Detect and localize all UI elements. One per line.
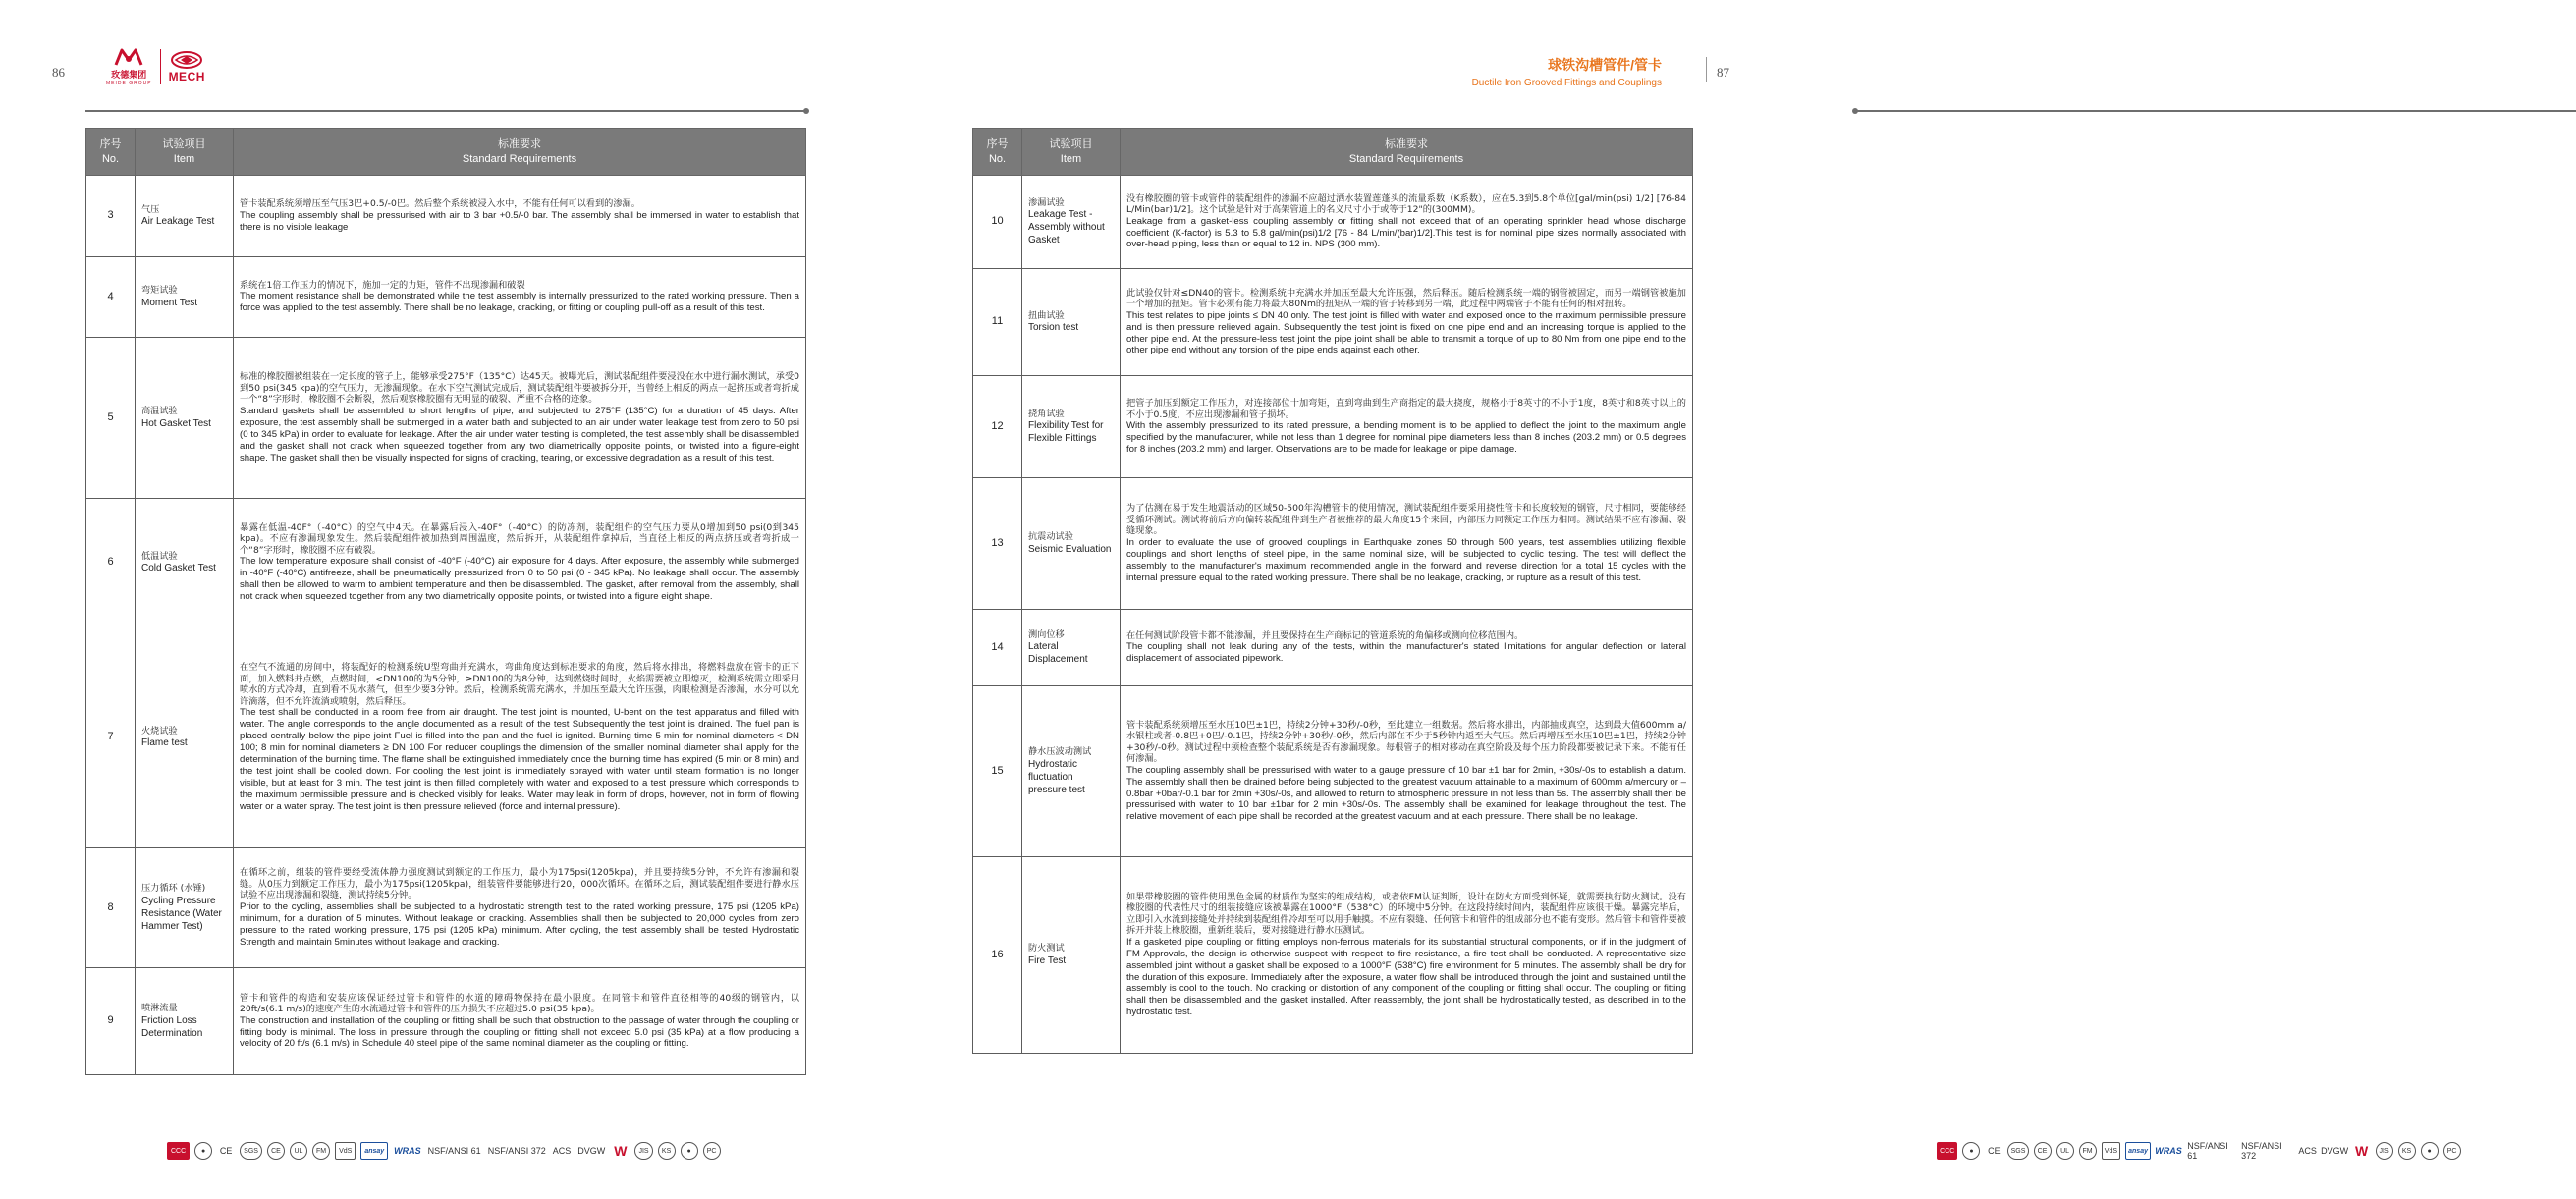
table-row: [973, 176, 1693, 269]
table-row: [86, 338, 806, 499]
row-number: 9: [86, 968, 136, 1075]
cert-fm-logo: FM: [312, 1142, 330, 1160]
row-number: 3: [86, 176, 136, 257]
row-number: 13: [973, 478, 1022, 610]
mech-logo-icon: [170, 50, 203, 70]
page-number: 87: [1717, 65, 1729, 80]
cert-seal2-logo: ●: [681, 1142, 698, 1160]
table-row: [973, 857, 1693, 1054]
col-header-no: 序号 No.: [86, 129, 136, 176]
certification-logos: [167, 1142, 721, 1160]
table-row: [973, 478, 1693, 610]
row-requirement: 管卡装配系统须增压至水压10巴±1巴，持续2分钟+30秒/-0秒，至此建立一组数据。然后将水排出，内部抽成真空，达到最大值600mm a/水银柱或者-0.8巴+0巴/-0.1巴，持续2分钟+30秒/-0秒，然后内部在不少于5秒钟内返至大气压。然后再增压至水压10巴±1巴，持续2分钟+30秒/-0秒。测试过程中须检查整个装配系统是否有渗漏现象。每根管子的相对移动在真空阶段及每个压力阶段都要被记录下来。不能有任何渗漏。 The coupling assembly shall be pressurised with water to a gauge pressure of 10 bar ±1 bar for 2min, +30s/-0s to establish a datum. The assembly shall then be drained before being subjected to the greatest vacuum attainable to a maximum of 600mm a/mercury or –0.8bar +0bar/-0.1 bar for 2min +30s/-0s, and allowed to return to atmospheric pressure in not less than 5s. The assembly shall then be pressurised with water to 10 bar ±1bar for 2 min +30s/-0s. The assembly shall be examined for leakage throughout the test. The relative movement of each pipe shall be recorded at the greatest vacuum and at each pressure. There shall be no leakage.: [1121, 686, 1693, 857]
cert-jis-logo: JIS: [2376, 1142, 2393, 1160]
row-number: 14: [973, 610, 1022, 686]
row-number: 10: [973, 176, 1022, 269]
cert-ansay-logo: ansay: [2125, 1142, 2151, 1160]
cert-ul-logo: UL: [290, 1142, 307, 1160]
cert-wras-logo: WRAS: [2155, 1146, 2182, 1156]
row-item: 弯矩试验 Moment Test: [136, 257, 234, 338]
row-item: 渗漏试验 Leakage Test - Assembly without Gasket: [1022, 176, 1121, 269]
row-item: 静水压波动测试 Hydrostatic fluctuation pressure test: [1022, 686, 1121, 857]
cert-ce2-logo: CE: [267, 1142, 285, 1160]
cert-nsf372-text: NSF/ANSI 372: [2241, 1141, 2282, 1161]
meide-logo: [106, 47, 152, 86]
cert-wras-logo: WRAS: [394, 1146, 421, 1156]
cert-sgs-logo: SGS: [2007, 1142, 2028, 1160]
row-item: 压力循环 (水锤) Cycling Pressure Resistance (Water Hammer Test): [136, 848, 234, 968]
cert-watermark-logo: W: [614, 1143, 628, 1159]
right-page: [884, 0, 2457, 1199]
cert-vds-logo: VdS: [2102, 1142, 2121, 1160]
cert-ccc-logo: CCC: [1937, 1142, 1957, 1160]
row-number: 5: [86, 338, 136, 499]
table-header-row: [973, 129, 1693, 176]
col-header-item: 试验项目 Item: [1022, 129, 1121, 176]
row-item: 挠角试验 Flexibility Test for Flexible Fittings: [1022, 376, 1121, 478]
row-number: 7: [86, 627, 136, 848]
logo-divider: [160, 49, 161, 84]
row-item: 抗震动试验 Seismic Evaluation: [1022, 478, 1121, 610]
cert-jis-logo: JIS: [634, 1142, 652, 1160]
cert-ansay-logo: ansay: [360, 1142, 388, 1160]
row-requirement: 在任何测试阶段管卡都不能渗漏，并且要保持在生产商标记的管道系统的角偏移或测向位移范围内。 The coupling shall not leak during any of the tests, within the manufacturer's stated limitations for angular deflection or lateral displacement of associated pipework.: [1121, 610, 1693, 686]
logo-en-text: MEIDE GROUP: [106, 81, 152, 86]
row-item: 防火测试 Fire Test: [1022, 857, 1121, 1054]
col-header-no: 序号 No.: [973, 129, 1022, 176]
row-requirement: 管卡和管件的构造和安装应该保证经过管卡和管件的水道的障碍物保持在最小限度。在同管卡和管件直径相等的40级的钢管内，以20ft/s(6.1 m/s)的速度产生的水流通过管卡和管件的压力损失不应超过5.0 psi(35 kpa)。 The construction and installation of the coupling or fitting shall be such that obstruction to the passage of water through the coupling or fitting body is minimal. The loss in pressure through the coupling or fitting shall not exceed 5.0 psi (35 kPa) at a flow producing a velocity of 20 ft/s (6.1 m/s) in Schedule 40 steel pipe of the same nominal diameter as the coupling or fitting.: [234, 968, 806, 1075]
row-requirement: 管卡装配系统须增压至气压3巴+0.5/-0巴。然后整个系统被浸入水中，不能有任何可以看到的渗漏。 The coupling assembly shall be pressurised with air to 3 bar +0.5/-0 bar. The assembly shall be immersed in water to establish that there is no visible leakage: [234, 176, 806, 257]
cert-nsf372-text: NSF/ANSI 372: [487, 1146, 546, 1156]
row-requirement: 此试验仅针对≤DN40的管卡。检测系统中充满水并加压至最大允许压强，然后释压。随后检测系统一端的钢管被固定，而另一端钢管被施加一个增加的扭矩。管卡必须有能力将最大80Nm的扭矩从一端的管子转移到另一端，此过程中两端管子不能有任何的相对扭转。 This test relates to pipe joints ≤ DN 40 only. The test joint is filled with water and exposed once to the maximum permissible pressure and is then pressure relieved again. Subsequently the test joint is fixed on one pipe end and an increasing torque is applied to the other pipe end. At the pressure-less test joint the pipe joint shall be able to transmit a torque of up to 80 Nm from one pipe end to the other pipe end without any torsion of the pipe ends against each other.: [1121, 269, 1693, 376]
page-number: 86: [52, 65, 65, 80]
cert-ks-logo: KS: [658, 1142, 676, 1160]
section-title-en: Ductile Iron Grooved Fittings and Couplings: [1471, 78, 1662, 88]
logo-cn-text: 玫德集团: [111, 70, 147, 80]
cert-seal-logo: ●: [1962, 1142, 1980, 1160]
row-number: 4: [86, 257, 136, 338]
row-number: 6: [86, 499, 136, 627]
section-header: [1472, 55, 1662, 88]
row-item: 喷淋流量 Friction Loss Determination: [136, 968, 234, 1075]
cert-vds-logo: VdS: [335, 1142, 356, 1160]
table-header-row: [86, 129, 806, 176]
row-item: 高温试验 Hot Gasket Test: [136, 338, 234, 499]
row-item: 火烧试验 Flame test: [136, 627, 234, 848]
cert-seal2-logo: ●: [2421, 1142, 2439, 1160]
row-requirement: 把管子加压到额定工作压力，对连接部位十加弯矩，直到弯曲到生产商指定的最大挠度，规格小于8英寸的不小于1度，8英寸和8英寸以上的不小于0.5度，不应出现渗漏和管子损坏。 With the assembly pressurized to its rated pressure, a bending moment is to be applied to deflect the joint to the maximum angle specified by the manufacturer, while not less than 1 degree for nominal pipe diameters less than 8 inches (203.2 mm) or 0.5 degrees for 8 inches (203.2 mm) and larger. Observations are to be made for leakage or pipe damage.: [1121, 376, 1693, 478]
row-requirement: 系统在1倍工作压力的情况下，施加一定的力矩，管件不出现渗漏和破裂 The moment resistance shall be demonstrated while the test assembly is internally pressurized to the rated working pressure. Then a force was applied to the test assembly. There shall be no leakage, cracking, or fitting or coupling pull-off as a result of this test.: [234, 257, 806, 338]
header-rule: [85, 110, 805, 112]
table-row: [86, 848, 806, 968]
test-requirements-table: [972, 128, 1693, 1054]
table-row: [86, 257, 806, 338]
cert-ul-logo: UL: [2056, 1142, 2074, 1160]
table-row: [86, 968, 806, 1075]
cert-dvgw-logo: DVGW: [2321, 1146, 2349, 1156]
cert-pc-logo: PC: [2443, 1142, 2461, 1160]
table-row: [86, 176, 806, 257]
row-requirement: 在空气不流通的房间中，将装配好的检测系统U型弯曲并充满水，弯曲角度达到标准要求的角度，然后将水排出，将燃料盘放在管卡的正下面，加入燃料并点燃，点燃时间，<DN100的为5分钟，≥DN100的为8分钟，达到燃烧时间时，火焰需要被立即熄灭，检测系统需立即采用喷水的方式冷却，直到看不见水蒸气，但至少要3分钟。然后，检测系统需充满水，并加压至最大允许压强，肉眼检测是否渗漏，水分可以允许滴落，但不允许流淌或喷射，然后释压。 The test shall be conducted in a room free from air draught. The test joint is mounted, U-bent on the test apparatus and filled with water. The angle corresponds to the angle documented as a result of the test Subsequently the test joint is drained. The fuel pan is placed centrally below the pipe joint Fuel is filled into the pan and the fuel is ignited. Burning time 5 min for nominal diameters < DN 100; 8 min for nominal diameters ≥ DN 100 For reducer couplings the dimension of the smaller nominal diameter shall apply for the determination of the burning time. The flame shall be extinguished immediately once the burning time has expired (5 min or 8 min) and the test joint shall be cooled down. For cooling the test joint is immediately sprayed with water until steam formation is no longer visible, but at least for 3 min. The test joint is then filled completely with water and exposed to a test pressure which corresponds to the maximum permissible pressure and is checked visibly for leaks. Water may leak in form of drops, however, not in form of flowing water or a water spray. The test joint is then pressure relieved (force and internal pressure).: [234, 627, 806, 848]
row-item: 测向位移 Lateral Displacement: [1022, 610, 1121, 686]
certification-logos: [1937, 1142, 2461, 1160]
cert-dvgw-logo: DVGW: [577, 1146, 606, 1156]
row-requirement: 如果带橡胶圈的管件使用黑色金属的材质作为坚实的组成结构，或者依FM认证判断，设计在防火方面受到怀疑，就需要执行防火测试。没有橡胶圈的代表性尺寸的组装接缝应该被暴露在1000°F（538°C）的环境中5分钟。在这段持续时间内，装配组件应该很干燥。暴露完毕后，立即引入水流到接缝处并持续到装配组件冷却至可以用手触摸。不应有裂缝、任何管卡和管件的组成部分也不能有变形。然后管卡和管件要被拆开并装上橡胶圈，重新组装后，要对接缝进行静水压测试。 If a gasketed pipe coupling or fitting employs non-ferrous materials for its substantial structural components, or if in the judgment of FM Approvals, the design is otherwise suspect with respect to fire resistance, a fire test shall be conducted. A representative size assembled joint without a gasket shall be exposed to a 1000°F (538°C) fire environment for 5 minutes. The assembly shall be dry for the duration of this exposure. Immediately after the exposure, a water flow shall be introduced through the joint and sustained until the assembly is cool to the touch. No cracking or distortion of any component of the coupling or fitting shall occur. The coupling or fitting shall then be disassembled and the gasket installed. After reassembly, the joint shall be hydrostatically tested, as described in to the hydrostatic test.: [1121, 857, 1693, 1054]
row-requirement: 标准的橡胶圈被组装在一定长度的管子上，能够承受275°F（135°C）达45天。被曝光后，测试装配组件要浸没在水中进行漏水测试，承受0到50 psi(345 kpa)的空气压力，无渗漏现象。在水下空气测试完成后，测试装配组件要被拆分开，当曾经上相反的两点一起挤压或者弯折成一个“8”字形时，橡胶圈不会断裂，然后观察橡胶圈有无明显的破裂、严重不合格的迹象。 Standard gaskets shall be assembled to short lengths of pipe, and subjected to 275°F (135°C) for a duration of 45 days. After exposure, the test assembly shall be submerged in a water bath and subjected to an air under water leakage test from zero to 50 psi (0 to 345 kPa) in order to evaluate for leakage. After the air under water testing is completed, the test assembly shall be disassembled and the gasket shall not crack when squeezed together from any two diametrically opposite points, or twisted into a figure-eight shape. The gasket shall then be visually inspected for signs of cracking, tearing, or excessive degradation as a result of this test.: [234, 338, 806, 499]
section-title-cn: 球铁沟槽管件/管卡: [1548, 57, 1662, 73]
cert-fm-logo: FM: [2079, 1142, 2097, 1160]
row-number: 8: [86, 848, 136, 968]
header-rule: [1856, 110, 2576, 112]
col-header-requirements: 标准要求 Standard Requirements: [1121, 129, 1693, 176]
row-item: 低温试验 Cold Gasket Test: [136, 499, 234, 627]
row-number: 15: [973, 686, 1022, 857]
left-page: [0, 0, 884, 1199]
meide-logo-icon: [114, 47, 143, 67]
col-header-requirements: 标准要求 Standard Requirements: [234, 129, 806, 176]
table-row: [86, 499, 806, 627]
mech-logo: [169, 50, 205, 83]
cert-nsf61-text: NSF/ANSI 61: [427, 1146, 481, 1156]
row-requirement: 没有橡胶圈的管卡或管件的装配组件的渗漏不应超过洒水装置莲蓬头的流量系数（K系数），应在5.3到5.8个单位[gal/min(psi) 1/2] [76-84 L/Min(bar)1/2]。这个试验是针对于高架管道上的名义尺寸小于或等于12"的(300MM)。 Leakage from a gasket-less coupling assembly or fitting shall not exceed that of an operating sprinkler head whose discharge coefficient (K-factor) is 5.3 to 5.8 gal/min(psi)1/2 [76 - 84 L/min/(bar)1/2].This test is for nominal pipe sizes normally associated with over-head piping, less than or equal to 12 in. NPS (300 mm).: [1121, 176, 1693, 269]
cert-ccc-logo: CCC: [167, 1142, 190, 1160]
col-header-item: 试验项目 Item: [136, 129, 234, 176]
row-number: 16: [973, 857, 1022, 1054]
row-requirement: 为了估测在易于发生地震活动的区域50-500年沟槽管卡的使用情况，测试装配组件要采用挠性管卡和长度较短的钢管，尺寸相同，要能够经受循环测试。测试将前后方向偏转装配组件到生产者被推荐的最大角度15个来回，内部压力同额定工作压力相同。测试结果不应有渗漏、裂缝现象。 In order to evaluate the use of grooved couplings in Earthquake zones 50 through 500 years, test assemblies utilizing flexible couplings and short lengths of steel pipe, in the same nominal size, will be subjected to cyclic testing. The test will deflect the assembly to the manufacturer's maximum recommended angle in the forward and reverse direction for a total 15 cycles with the internal pressure equal to the rated working pressure. There shall be no leakage, cracking, or rupture as a result of this test.: [1121, 478, 1693, 610]
cert-pc-logo: PC: [703, 1142, 721, 1160]
row-number: 11: [973, 269, 1022, 376]
table-row: [973, 269, 1693, 376]
cert-ce2-logo: CE: [2034, 1142, 2052, 1160]
table-row: [86, 627, 806, 848]
cert-watermark-logo: W: [2354, 1143, 2369, 1159]
mech-brand-text: MECH: [168, 70, 205, 83]
table-row: [973, 610, 1693, 686]
table-row: [973, 686, 1693, 857]
cert-ce-logo: CE: [1988, 1146, 2001, 1156]
test-requirements-table: [85, 128, 806, 1075]
table-row: [973, 376, 1693, 478]
cert-nsf61-text: NSF/ANSI 61: [2187, 1141, 2228, 1161]
cert-sgs-logo: SGS: [240, 1142, 262, 1160]
cert-acs-text: ACS: [552, 1146, 572, 1156]
cert-ks-logo: KS: [2398, 1142, 2416, 1160]
row-requirement: 暴露在低温-40F°（-40°C）的空气中4天。在暴露后浸入-40F°（-40°C）的防冻剂，装配组件的空气压力要从0增加到50 psi(0到345 kpa)。不应有渗漏现象发生。然后装配组件被加热到周围温度，然后拆开，从装配组件拿掉后，当直径上相反的两点挤压或者弯折成一个“8”字形时，橡胶圈不应有破裂。 The low temperature exposure shall consist of -40°F (-40°C) air exposure for 4 days. After exposure, the assembly while submerged in -40°F (-40°C) antifreeze, shall be pneumatically pressurized from 0 to 50 psi (0 - 345 kPa). No leakage shall occur. The assembly shall then be allowed to warm to ambient temperature and then be disassembled. The gasket, after removal from the assembly, shall not crack when squeezed together from any two diametrically opposite points, or twisted into a figure eight shape.: [234, 499, 806, 627]
company-logo: [106, 47, 205, 86]
row-item: 扭曲试验 Torsion test: [1022, 269, 1121, 376]
row-item: 气压 Air Leakage Test: [136, 176, 234, 257]
row-requirement: 在循环之前，组装的管件要经受流体静力强度测试到额定的工作压力，最小为175psi(1205kpa)，并且要持续5分钟，不允许有渗漏和裂缝。从0压力到额定工作压力，最小为175psi(1205kpa)，组装管件要能够进行20，000次循环。在循环之后，测试装配组件要进行静水压试验不应出现渗漏和裂缝，测试持续5分钟。 Prior to the cycling, assemblies shall be subjected to a hydrostatic strength test to the rated working pressure, 175 psi (1205 kPa) minimum, for a duration of 5 minutes. Without leakage or cracking. Assemblies shall then be subjected to 20,000 cycles from zero pressure to the rated working pressure, 175 psi (1205 kPa) minimum. After cycling, the test assembly shall be tested Hydrostatic Strength and maintain 5minutes without leakage and cracking.: [234, 848, 806, 968]
row-number: 12: [973, 376, 1022, 478]
cert-seal-logo: ●: [194, 1142, 212, 1160]
cert-ce-logo: CE: [219, 1146, 233, 1156]
cert-acs-text: ACS: [2298, 1146, 2317, 1156]
header-divider: [1706, 57, 1707, 82]
